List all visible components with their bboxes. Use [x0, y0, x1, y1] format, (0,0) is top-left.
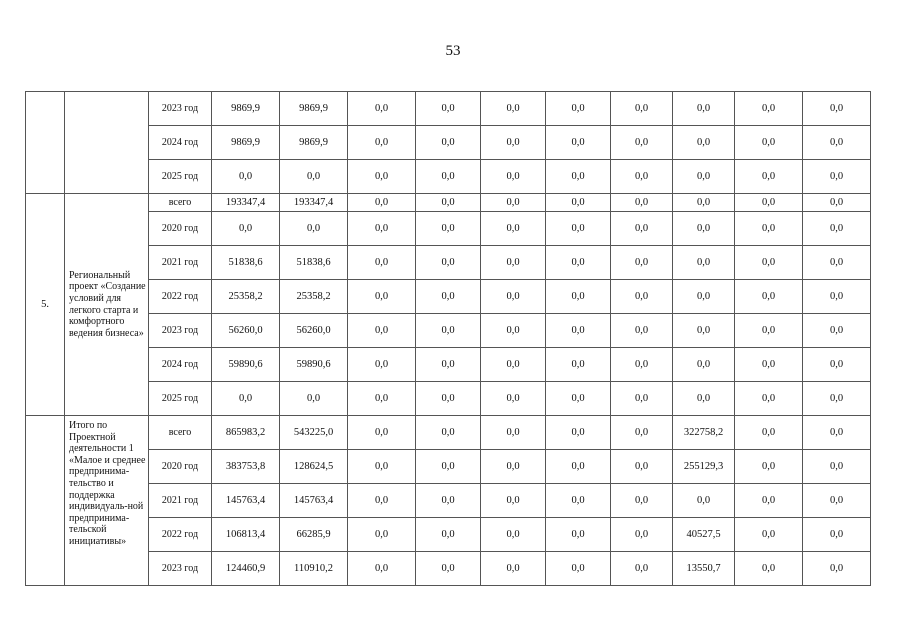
period-label: 2021 год — [149, 484, 212, 518]
amount-cell: 0,0 — [348, 416, 416, 450]
amount-cell: 0,0 — [803, 450, 871, 484]
amount-cell: 0,0 — [348, 280, 416, 314]
amount-cell: 51838,6 — [280, 246, 348, 280]
amount-cell: 0,0 — [803, 314, 871, 348]
table-row — [26, 518, 871, 552]
period-label: 2021 год — [149, 246, 212, 280]
row-number: 5. — [26, 194, 65, 416]
amount-cell: 0,0 — [546, 314, 611, 348]
amount-cell: 0,0 — [803, 552, 871, 586]
amount-cell: 106813,4 — [212, 518, 280, 552]
amount-cell: 543225,0 — [280, 416, 348, 450]
table-row — [26, 212, 871, 246]
amount-cell: 128624,5 — [280, 450, 348, 484]
amount-cell: 0,0 — [348, 92, 416, 126]
amount-cell: 0,0 — [735, 518, 803, 552]
amount-cell: 0,0 — [546, 450, 611, 484]
period-label: 2023 год — [149, 92, 212, 126]
amount-cell: 0,0 — [416, 518, 481, 552]
amount-cell: 0,0 — [803, 160, 871, 194]
amount-cell: 0,0 — [348, 194, 416, 212]
amount-cell: 255129,3 — [673, 450, 735, 484]
amount-cell: 110910,2 — [280, 552, 348, 586]
amount-cell: 0,0 — [546, 382, 611, 416]
amount-cell: 0,0 — [735, 484, 803, 518]
amount-cell: 0,0 — [673, 160, 735, 194]
amount-cell: 0,0 — [673, 348, 735, 382]
amount-cell: 0,0 — [481, 160, 546, 194]
amount-cell: 59890,6 — [212, 348, 280, 382]
amount-cell: 56260,0 — [280, 314, 348, 348]
amount-cell: 0,0 — [481, 126, 546, 160]
table-row — [26, 246, 871, 280]
amount-cell: 0,0 — [348, 126, 416, 160]
amount-cell: 66285,9 — [280, 518, 348, 552]
table-row — [26, 280, 871, 314]
amount-cell: 0,0 — [348, 484, 416, 518]
amount-cell: 0,0 — [481, 194, 546, 212]
amount-cell: 0,0 — [348, 348, 416, 382]
amount-cell: 0,0 — [481, 92, 546, 126]
amount-cell: 0,0 — [416, 92, 481, 126]
table-row — [26, 160, 871, 194]
amount-cell: 0,0 — [416, 416, 481, 450]
amount-cell: 0,0 — [212, 382, 280, 416]
amount-cell: 0,0 — [416, 552, 481, 586]
amount-cell: 0,0 — [546, 92, 611, 126]
amount-cell: 0,0 — [481, 450, 546, 484]
amount-cell: 0,0 — [416, 246, 481, 280]
amount-cell: 0,0 — [481, 484, 546, 518]
amount-cell: 56260,0 — [212, 314, 280, 348]
period-label: 2022 год — [149, 280, 212, 314]
amount-cell: 0,0 — [348, 518, 416, 552]
period-label: 2025 год — [149, 160, 212, 194]
amount-cell: 193347,4 — [280, 194, 348, 212]
amount-cell: 0,0 — [212, 160, 280, 194]
amount-cell: 0,0 — [416, 450, 481, 484]
amount-cell: 0,0 — [735, 92, 803, 126]
amount-cell: 0,0 — [416, 126, 481, 160]
amount-cell: 13550,7 — [673, 552, 735, 586]
amount-cell: 0,0 — [735, 348, 803, 382]
amount-cell: 383753,8 — [212, 450, 280, 484]
page-number: 53 — [445, 43, 461, 59]
amount-cell: 0,0 — [735, 416, 803, 450]
amount-cell: 0,0 — [481, 552, 546, 586]
amount-cell: 9869,9 — [280, 126, 348, 160]
row-number — [26, 416, 65, 586]
amount-cell: 0,0 — [348, 552, 416, 586]
amount-cell: 0,0 — [280, 382, 348, 416]
amount-cell: 0,0 — [546, 194, 611, 212]
amount-cell: 0,0 — [611, 246, 673, 280]
amount-cell: 0,0 — [416, 484, 481, 518]
amount-cell: 0,0 — [416, 160, 481, 194]
budget-table — [25, 91, 871, 586]
amount-cell: 0,0 — [673, 382, 735, 416]
amount-cell: 0,0 — [611, 314, 673, 348]
amount-cell: 0,0 — [348, 160, 416, 194]
table-row — [26, 484, 871, 518]
period-label: 2025 год — [149, 382, 212, 416]
amount-cell: 0,0 — [803, 194, 871, 212]
amount-cell: 0,0 — [803, 280, 871, 314]
table-row — [26, 416, 871, 450]
amount-cell: 0,0 — [481, 348, 546, 382]
table-row — [26, 552, 871, 586]
amount-cell: 0,0 — [611, 160, 673, 194]
amount-cell: 0,0 — [546, 212, 611, 246]
event-name — [65, 92, 149, 194]
amount-cell: 0,0 — [348, 212, 416, 246]
amount-cell: 0,0 — [803, 518, 871, 552]
amount-cell: 0,0 — [735, 126, 803, 160]
amount-cell: 0,0 — [735, 382, 803, 416]
event-name: Итого по Проектной деятельности 1 «Малое и среднее предпринима-тельство и поддержка индивидуаль-ной предпринима-тельской инициативы» — [65, 416, 149, 586]
amount-cell: 0,0 — [416, 194, 481, 212]
amount-cell: 0,0 — [735, 212, 803, 246]
amount-cell: 0,0 — [673, 92, 735, 126]
amount-cell: 145763,4 — [212, 484, 280, 518]
period-label: 2023 год — [149, 552, 212, 586]
amount-cell: 0,0 — [673, 212, 735, 246]
amount-cell: 0,0 — [673, 246, 735, 280]
amount-cell: 0,0 — [546, 518, 611, 552]
amount-cell: 0,0 — [481, 212, 546, 246]
amount-cell: 0,0 — [673, 314, 735, 348]
amount-cell: 0,0 — [546, 126, 611, 160]
period-label: всего — [149, 416, 212, 450]
table-row — [26, 450, 871, 484]
table-row — [26, 92, 871, 126]
amount-cell: 0,0 — [416, 212, 481, 246]
amount-cell: 0,0 — [416, 348, 481, 382]
amount-cell: 0,0 — [481, 280, 546, 314]
amount-cell: 0,0 — [803, 416, 871, 450]
amount-cell: 51838,6 — [212, 246, 280, 280]
table-row — [26, 314, 871, 348]
amount-cell: 0,0 — [611, 484, 673, 518]
table-row — [26, 194, 871, 212]
amount-cell: 0,0 — [481, 518, 546, 552]
amount-cell: 25358,2 — [212, 280, 280, 314]
amount-cell: 0,0 — [546, 348, 611, 382]
amount-cell: 0,0 — [803, 246, 871, 280]
amount-cell: 0,0 — [348, 382, 416, 416]
amount-cell: 0,0 — [803, 348, 871, 382]
amount-cell: 0,0 — [673, 194, 735, 212]
row-number — [26, 92, 65, 194]
amount-cell: 145763,4 — [280, 484, 348, 518]
amount-cell: 0,0 — [735, 194, 803, 212]
period-label: 2020 год — [149, 212, 212, 246]
amount-cell: 0,0 — [280, 160, 348, 194]
amount-cell: 0,0 — [481, 314, 546, 348]
amount-cell: 0,0 — [803, 126, 871, 160]
table-row — [26, 126, 871, 160]
amount-cell: 0,0 — [735, 280, 803, 314]
period-label: 2024 год — [149, 348, 212, 382]
event-name: Региональный проект «Создание условий для легкого старта и комфортного ведения бизнеса» — [65, 194, 149, 416]
amount-cell: 0,0 — [348, 314, 416, 348]
amount-cell: 0,0 — [611, 212, 673, 246]
amount-cell: 0,0 — [348, 246, 416, 280]
amount-cell: 0,0 — [280, 212, 348, 246]
amount-cell: 0,0 — [735, 552, 803, 586]
amount-cell: 0,0 — [416, 314, 481, 348]
amount-cell: 0,0 — [611, 280, 673, 314]
amount-cell: 0,0 — [546, 552, 611, 586]
period-label: 2022 год — [149, 518, 212, 552]
amount-cell: 9869,9 — [212, 126, 280, 160]
amount-cell: 0,0 — [803, 212, 871, 246]
amount-cell: 0,0 — [611, 416, 673, 450]
amount-cell: 0,0 — [735, 450, 803, 484]
amount-cell: 865983,2 — [212, 416, 280, 450]
amount-cell: 0,0 — [673, 126, 735, 160]
amount-cell: 0,0 — [803, 484, 871, 518]
amount-cell: 0,0 — [611, 382, 673, 416]
amount-cell: 0,0 — [611, 126, 673, 160]
amount-cell: 25358,2 — [280, 280, 348, 314]
amount-cell: 0,0 — [673, 280, 735, 314]
amount-cell: 9869,9 — [212, 92, 280, 126]
amount-cell: 0,0 — [546, 280, 611, 314]
period-label: 2020 год — [149, 450, 212, 484]
amount-cell: 0,0 — [481, 382, 546, 416]
amount-cell: 0,0 — [673, 484, 735, 518]
amount-cell: 193347,4 — [212, 194, 280, 212]
amount-cell: 0,0 — [611, 92, 673, 126]
table-row — [26, 348, 871, 382]
amount-cell: 0,0 — [546, 246, 611, 280]
amount-cell: 0,0 — [546, 416, 611, 450]
amount-cell: 0,0 — [611, 552, 673, 586]
amount-cell: 40527,5 — [673, 518, 735, 552]
period-label: 2023 год — [149, 314, 212, 348]
amount-cell: 0,0 — [611, 194, 673, 212]
amount-cell: 0,0 — [735, 160, 803, 194]
amount-cell: 0,0 — [416, 382, 481, 416]
period-label: 2024 год — [149, 126, 212, 160]
amount-cell: 9869,9 — [280, 92, 348, 126]
amount-cell: 59890,6 — [280, 348, 348, 382]
amount-cell: 0,0 — [611, 450, 673, 484]
amount-cell: 0,0 — [611, 518, 673, 552]
amount-cell: 0,0 — [803, 92, 871, 126]
amount-cell: 0,0 — [803, 382, 871, 416]
amount-cell: 0,0 — [611, 348, 673, 382]
amount-cell: 0,0 — [212, 212, 280, 246]
amount-cell: 0,0 — [546, 484, 611, 518]
amount-cell: 0,0 — [735, 314, 803, 348]
amount-cell: 322758,2 — [673, 416, 735, 450]
amount-cell: 0,0 — [348, 450, 416, 484]
amount-cell: 0,0 — [481, 246, 546, 280]
amount-cell: 124460,9 — [212, 552, 280, 586]
amount-cell: 0,0 — [416, 280, 481, 314]
amount-cell: 0,0 — [481, 416, 546, 450]
amount-cell: 0,0 — [735, 246, 803, 280]
amount-cell: 0,0 — [546, 160, 611, 194]
period-label: всего — [149, 194, 212, 212]
table-row — [26, 382, 871, 416]
